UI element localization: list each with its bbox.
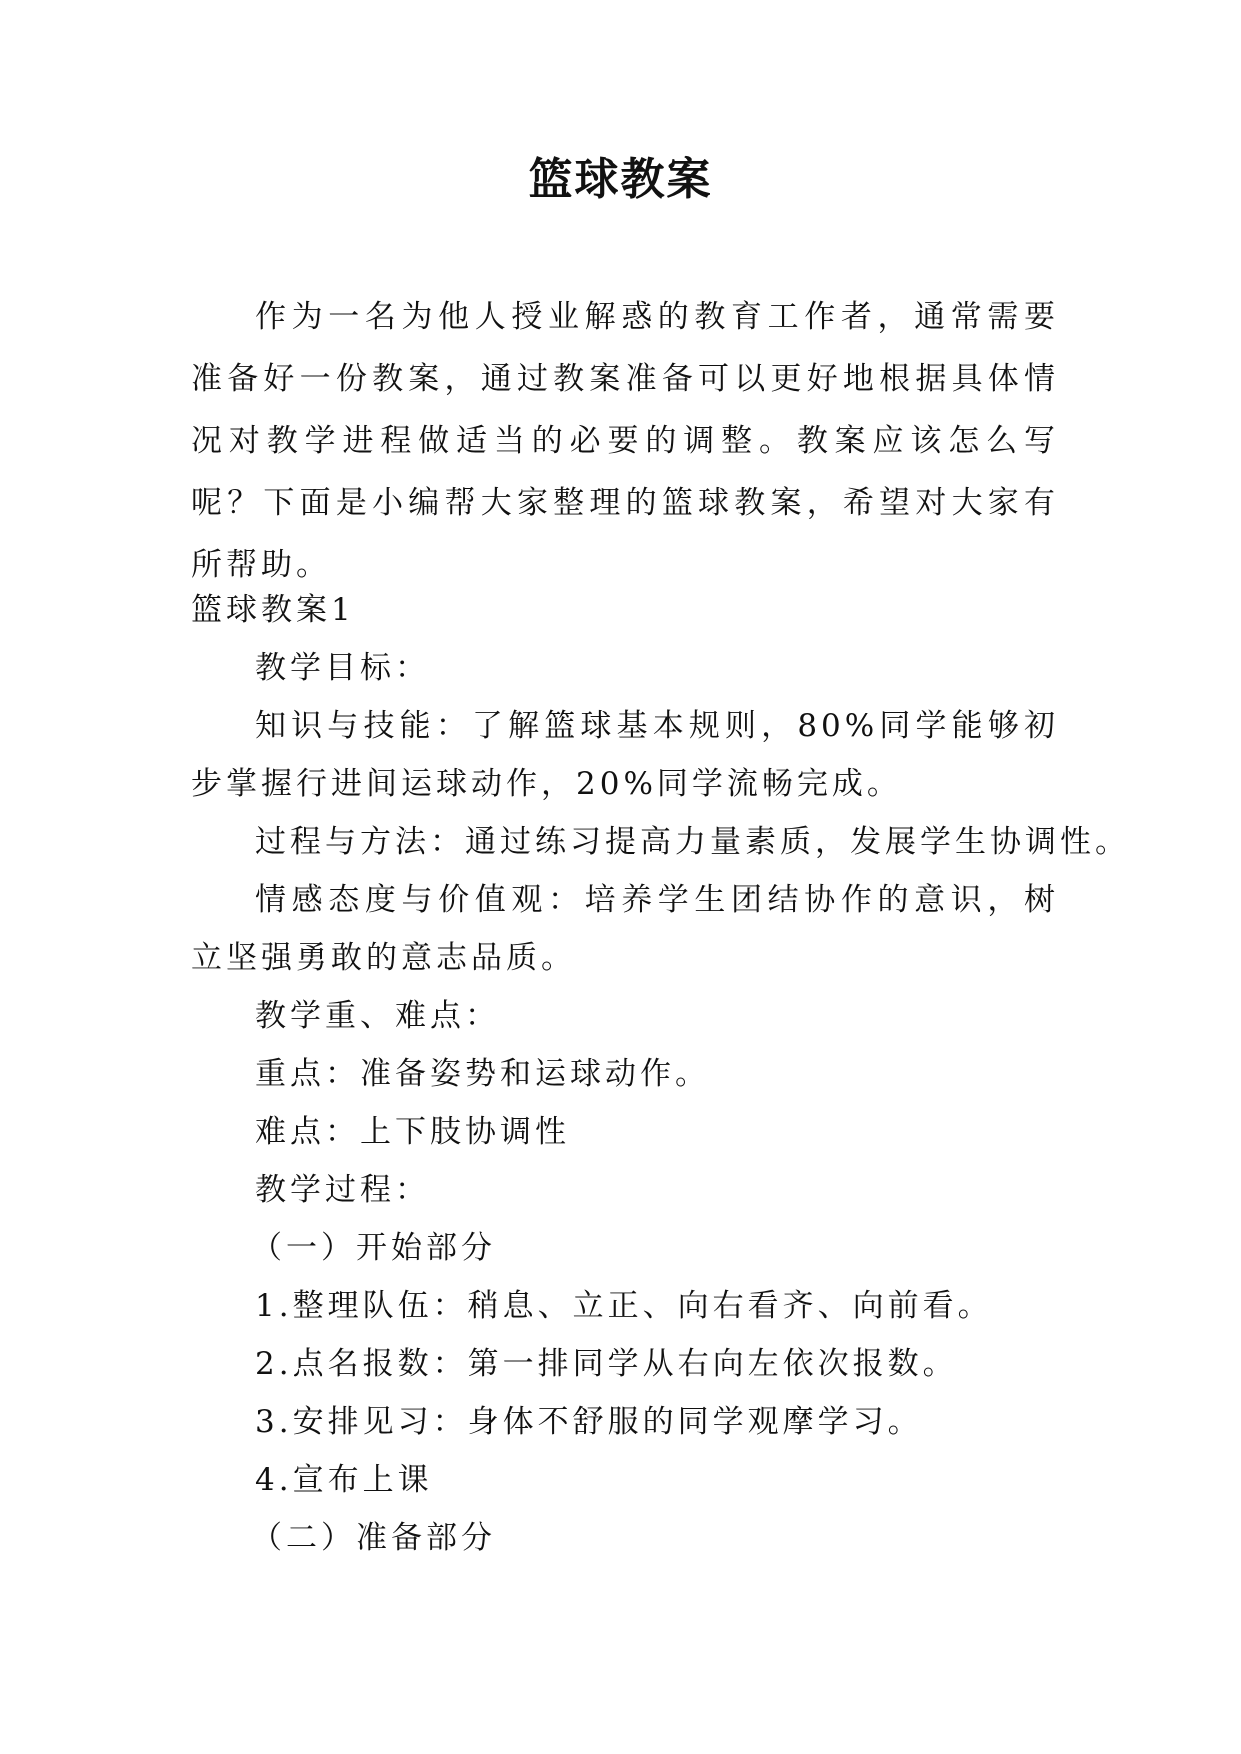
list-item: 1.整理队伍：稍息、立正、向右看齐、向前看。 <box>255 1288 993 1324</box>
list-item: 2.点名报数：第一排同学从右向左依次报数。 <box>255 1346 958 1382</box>
paragraph-teaching-goals: 教学目标： <box>255 650 430 686</box>
paragraph-part-two: （二）准备部分 <box>251 1520 496 1556</box>
list-item: 3.安排见习：身体不舒服的同学观摩学习。 <box>255 1404 923 1440</box>
paragraph-emotion-values: 情感态度与价值观：培养学生团结协作的意识，树立坚强勇敢的意志品质。 <box>191 882 1059 976</box>
paragraph-key-difficult-points: 教学重、难点： <box>255 998 500 1034</box>
paragraph-difficult-point: 难点：上下肢协调性 <box>255 1114 570 1150</box>
paragraph-part-one: （一）开始部分 <box>251 1230 496 1266</box>
document-body <box>191 581 1130 1567</box>
paragraph-process-methods: 过程与方法：通过练习提高力量素质，发展学生协调性。 <box>255 824 1130 860</box>
document-title: 篮球教案 <box>528 154 713 205</box>
intro-paragraph: 作为一名为他人授业解惑的教育工作者，通常需要准备好一份教案，通过教案准备可以更好地根据具体情况对教学进程做适当的必要的调整。教案应该怎么写呢？下面是小编帮大家整理的篮球教案，希望对大家有所帮助。 <box>191 299 1059 583</box>
list-item: 4.宣布上课 <box>255 1462 433 1498</box>
paragraph-key-point: 重点：准备姿势和运球动作。 <box>255 1056 710 1092</box>
paragraph-knowledge-skills: 知识与技能：了解篮球基本规则，80%同学能够初步掌握行进间运球动作，20%同学流畅完成。 <box>191 708 1059 802</box>
section-heading: 篮球教案1 <box>191 592 355 628</box>
paragraph-teaching-process: 教学过程： <box>255 1172 430 1208</box>
